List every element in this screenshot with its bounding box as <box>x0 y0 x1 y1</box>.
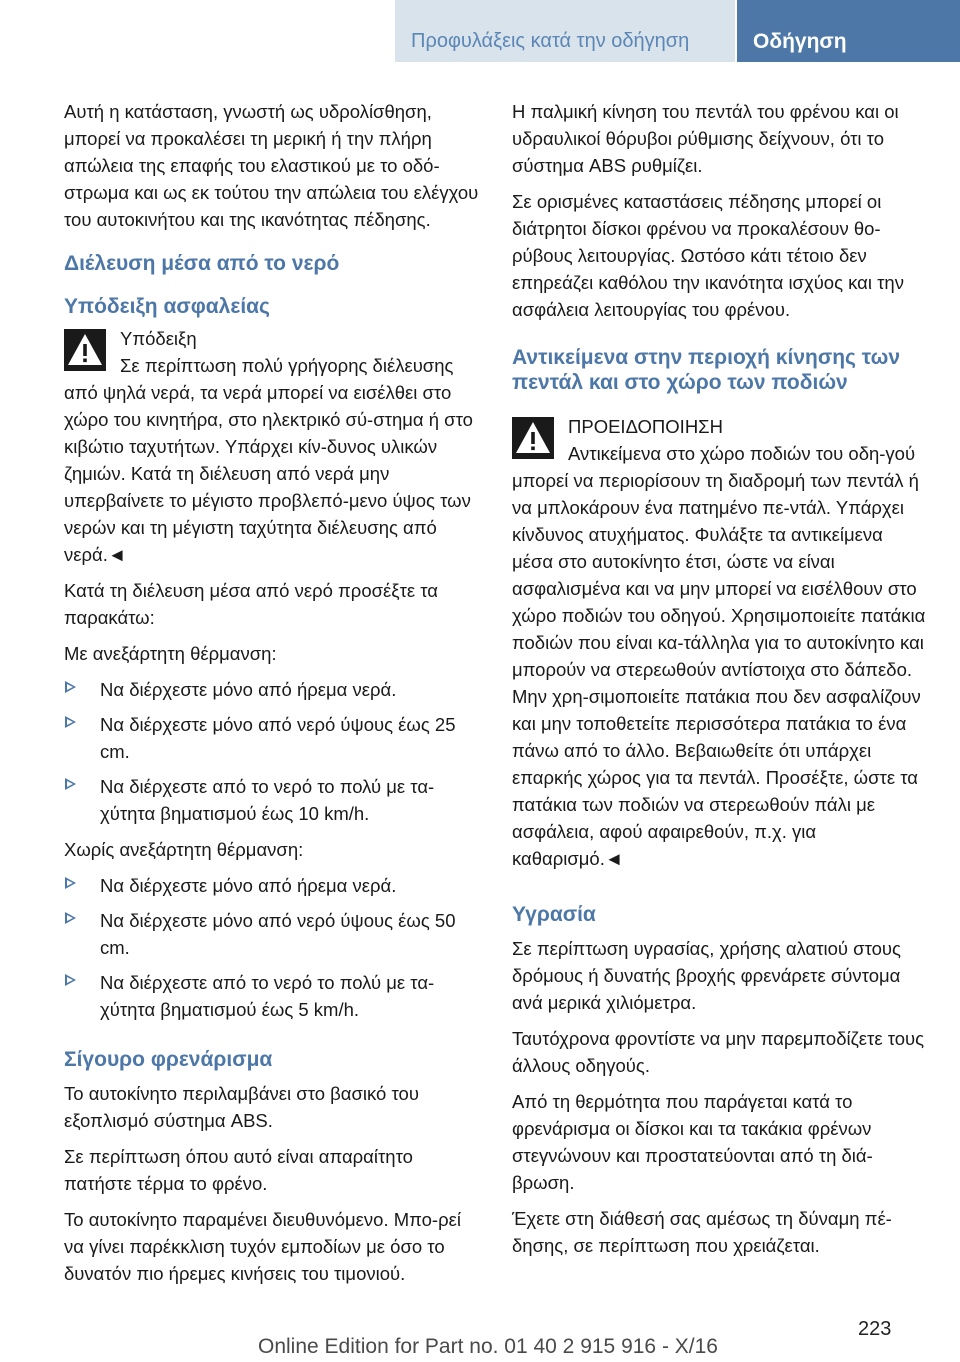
bullet-arrow-icon <box>65 877 76 889</box>
warning-triangle-icon <box>512 417 554 459</box>
paragraph-full-power: Έχετε στη διάθεσή σας αμέσως τη δύναμη πέ-δησης, σε περίπτωση που χρειάζεται. <box>512 1208 892 1256</box>
list-item: Να διέρχεστε από το νερό το πολύ με τα-χύτητα βηματισμού έως 5 km/h. <box>64 969 479 1023</box>
heading-water-crossing: Διέλευση μέσα από το νερό <box>64 252 340 275</box>
bullet-arrow-icon <box>65 974 76 986</box>
bullet-arrow-icon <box>65 912 76 924</box>
paragraph-abs: Το αυτοκίνητο περιλαμβάνει στο βασικό του εξοπλισμό σύστημα ABS. <box>64 1083 419 1131</box>
paragraph-press-brake: Σε περίπτωση όπου αυτό είναι απαραίτητο πατήστε τέρμα το φρένο. <box>64 1146 413 1194</box>
label-without-heater: Χωρίς ανεξάρτητη θέρμανση: <box>64 839 304 860</box>
page-number: 223 <box>858 1318 892 1340</box>
list-item: Να διέρχεστε μόνο από ήρεμα νερά. <box>64 872 479 899</box>
heading-safety-note: Υπόδειξη ασφαλείας <box>64 295 270 318</box>
header-section-title: Προφυλάξεις κατά την οδήγηση <box>395 0 735 62</box>
footer-edition: Online Edition for Part no. 01 40 2 915 916 - X/16 <box>258 1335 718 1358</box>
list-without-heater <box>64 872 479 1023</box>
heading-objects-footwell: Αντικείμενα στην περιοχή κίνησης των πεντάλ και στο χώρο των ποδιών <box>512 346 900 394</box>
paragraph-water-instructions: Κατά τη διέλευση μέσα από νερό προσέξτε τα παρακάτω: <box>64 580 439 628</box>
notice-title: Υπόδειξη <box>120 328 197 349</box>
warning-title: ΠΡΟΕΙΔΟΠΟΙΗΣΗ <box>568 416 723 437</box>
bullet-arrow-icon <box>65 681 76 693</box>
list-item: Να διέρχεστε μόνο από νερό ύψους έως 50 cm. <box>64 907 479 961</box>
bullet-arrow-icon <box>65 778 76 790</box>
heading-humidity: Υγρασία <box>512 903 596 926</box>
paragraph-aquaplaning: Αυτή η κατάσταση, γνωστή ως υδρολίσθηση, μπορεί να προκαλέσει τη μερική ή την πλήρη απώλεια της επαφής του ελαστικού με το οδό-στρωμα και ως εκ τούτου την απώλεια του ελέγχου του αυτοκινήτου και της ικανότητας πέδησης. <box>64 101 479 230</box>
warning-text: Αντικείμενα στο χώρο ποδιών του οδη-γού μπορεί να περιορίσουν τη διαδρομή των πεντάλ ή να μπλοκάρουν ένα πατημένο πε-ντάλ. Υπάρχει κίνδυνος ατυχήματος. Φυλάξτε τα αντικείμενα μέσα στο αυτοκίνητο έτσι, ώστε να είναι ασφαλισμένα και να μην μπορεί να εισέλθουν στο χώρο ποδιών του οδηγού. Χρησιμοποιείτε πατάκια ποδιών που είναι κα-τάλληλα για το αυτοκίνητο και μπορούν να στερεωθούν αντίστοιχα στο δάπεδο. Μην χρη-σιμοποιείτε πατάκια που δεν ασφαλίζουν και μην τοποθετείτε περισσότερα πατάκια το ένα πάνω από το άλλο. Βεβαιωθείτε ότι υπάρχει επαρκής χώρος για τα πεντάλ. Προσέξτε, ώστε τα πατάκια των ποδιών να στερεωθούν πάλι με ασφάλεια, αφού αφαιρεθούν, π.χ. για καθαρισμό.◄ <box>512 443 926 869</box>
left-column <box>64 98 479 1296</box>
warning-block <box>512 413 927 872</box>
list-item: Να διέρχεστε από το νερό το πολύ με τα-χύτητα βηματισμού έως 10 km/h. <box>64 773 479 827</box>
list-with-heater <box>64 676 479 827</box>
header-chapter-title: Οδήγηση <box>737 0 960 62</box>
bullet-arrow-icon <box>65 716 76 728</box>
notice-block <box>64 325 479 568</box>
warning-triangle-icon <box>64 329 106 371</box>
paragraph-abs-pulse: Η παλμική κίνηση του πεντάλ του φρένου και οι υδραυλικοί θόρυβοι ρύθμισης δείχνουν, ότι το σύστημα ABS ρυθμίζει. <box>512 101 899 176</box>
label-with-heater: Με ανεξάρτητη θέρμανση: <box>64 643 277 664</box>
list-item: Να διέρχεστε μόνο από ήρεμα νερά. <box>64 676 479 703</box>
paragraph-brake-discs: Σε ορισμένες καταστάσεις πέδησης μπορεί οι διάτρητοι δίσκοι φρένου να προκαλέσουν θο-ρύβους λειτουργίας. Ωστόσο κάτι τέτοιο δεν επηρεάζει καθόλου την ικανότητα ισχύος και την ασφάλεια λειτουργίας του φρένου. <box>512 191 904 320</box>
paragraph-other-drivers: Ταυτόχρονα φροντίστε να μην παρεμποδίζετε τους άλλους οδηγούς. <box>512 1028 925 1076</box>
list-item: Να διέρχεστε μόνο από νερό ύψους έως 25 cm. <box>64 711 479 765</box>
page-header <box>0 0 960 62</box>
notice-text: Σε περίπτωση πολύ γρήγορης διέλευσης από ψηλά νερά, τα νερά μπορεί να εισέλθει στο χώρο του κινητήρα, στο ηλεκτρικό σύ-στημα ή στο κιβώτιο ταχυτήτων. Υπάρχει κίν-δυνος υλικών ζημιών. Κατά τη διέλευση από νερά μην υπερβαίνετε το μέγιστο προβλεπό-μενο ύψος των νερών και τη μέγιστη ταχύτητα διέλευσης από νερά.◄ <box>64 355 473 565</box>
right-column <box>512 98 927 1268</box>
paragraph-heat-drying: Από τη θερμότητα που παράγεται κατά το φρενάρισμα οι δίσκοι και τα τακάκια φρένων στεγνώνουν και προστατεύονται από τη διά-βρωση. <box>512 1091 873 1193</box>
heading-safe-braking: Σίγουρο φρενάρισμα <box>64 1048 273 1071</box>
paragraph-steering: Το αυτοκίνητο παραμένει διευθυνόμενο. Μπο-ρεί να γίνει παρέκκλιση τυχόν εμποδίων με όσο το δυνατόν πιο ήρεμες κινήσεις του τιμονιού. <box>64 1209 461 1284</box>
paragraph-salt-rain: Σε περίπτωση υγρασίας, χρήσης αλατιού στους δρόμους ή δυνατής βροχής φρενάρετε σύντομα ανά μερικά χιλιόμετρα. <box>512 938 901 1013</box>
